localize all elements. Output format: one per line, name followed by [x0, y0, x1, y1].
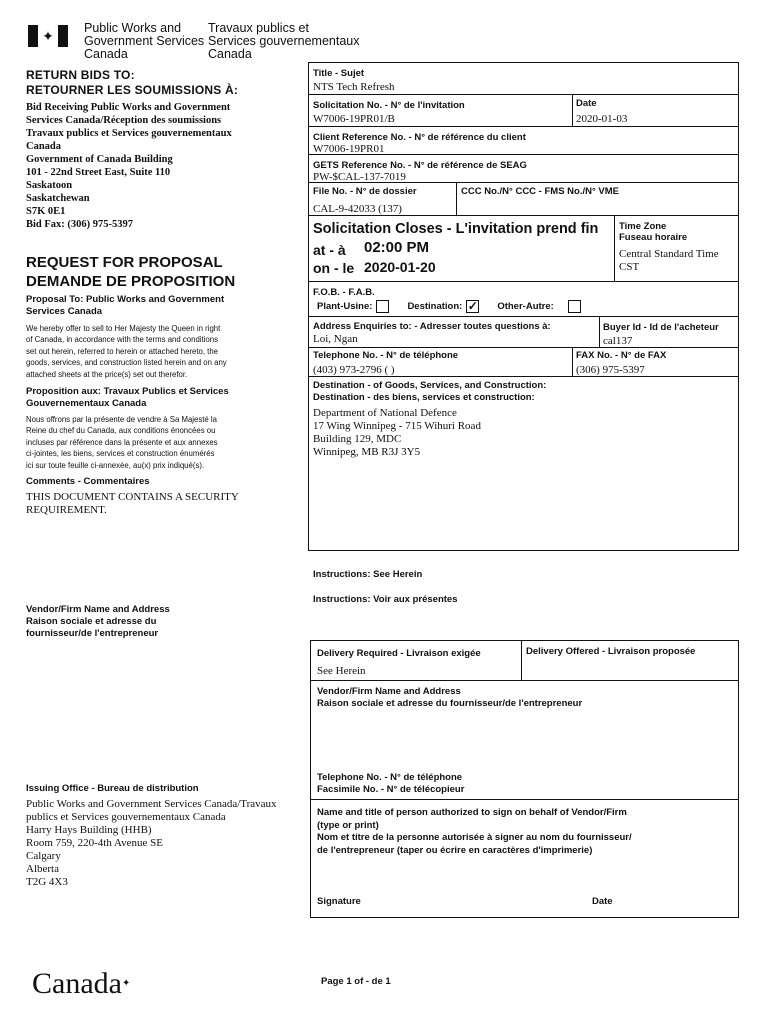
comments-text: THIS DOCUMENT CONTAINS A SECURITY REQUIREMENT. [26, 491, 239, 516]
gets-reference-label: GETS Reference No. - N° de référence de SEAG [313, 160, 527, 171]
rfp-title: REQUEST FOR PROPOSAL DEMANDE DE PROPOSITION [26, 254, 236, 290]
authorized-signatory-label: Name and title of person authorized to sign on behalf of Vendor/Firm (type or print) Nom et titre de la personne autorisée à signer au nom du fournisseur/ de l'entrepreneur (taper ou écrire en caractères d'imprimerie) [317, 807, 632, 856]
address-enquiries-value: Loi, Ngan [313, 333, 358, 345]
destination-goods-label: Destination - of Goods, Services, and Construction: Destination - des biens, services et construction: [313, 380, 547, 403]
delivery-required-value: See Herein [317, 665, 366, 677]
vendor-firm-left-label: Vendor/Firm Name and Address Raison sociale et adresse du fournisseur/de l'entrepreneur [26, 604, 170, 639]
delivery-required-label: Delivery Required - Livraison exigée [317, 648, 481, 659]
closing-on-label: on - le [313, 260, 355, 276]
return-bids-section [26, 68, 276, 231]
return-bids-address: Bid Receiving Public Works and Government Services Canada/Réception des soumissions Travaux publics et Services gouvernementaux Canada Government of Canada Building 101 - 22nd Street East, Suite 110 Saskatoon Saskatchewan S7K 0E1 Bid Fax: (306) 975-5397 [26, 102, 232, 230]
title-value: NTS Tech Refresh [313, 81, 395, 93]
file-no-label: File No. - N° de dossier [313, 186, 417, 197]
date-label: Date [576, 98, 597, 109]
issuing-office-section [26, 783, 306, 889]
other-autre-checkbox[interactable] [568, 300, 581, 313]
proposal-to-section [26, 294, 286, 380]
buyer-id-label: Buyer Id - Id de l'acheteur [603, 322, 719, 333]
solicitation-no-value: W7006-19PR01/B [313, 113, 395, 125]
issuing-office-label: Issuing Office - Bureau de distribution [26, 783, 199, 794]
gets-reference-value: PW-$CAL-137-7019 [313, 171, 406, 183]
page-number: Page 1 of - de 1 [321, 976, 391, 987]
proposition-section [26, 386, 286, 471]
wordmark-flag-icon: ✦ [121, 978, 131, 989]
fax-label: FAX No. - N° de FAX [576, 350, 667, 361]
proposal-to-heading: Proposal To: Public Works and Government Services Canada [26, 294, 225, 317]
time-zone-label: Time Zone Fuseau horaire [619, 221, 688, 243]
closing-at-label: at - à [313, 242, 346, 258]
fax-value: (306) 975-5397 [576, 364, 645, 376]
destination-label: Destination: [407, 301, 463, 312]
client-reference-value: W7006-19PR01 [313, 143, 385, 155]
closing-time-value: 02:00 PM [364, 239, 430, 256]
comments-label: Comments - Commentaires [26, 476, 150, 487]
solicitation-no-label: Solicitation No. - N° de l'invitation [313, 100, 465, 111]
fob-label: F.O.B. - F.A.B. [313, 287, 375, 298]
solicitation-form-box [308, 62, 739, 551]
department-name-en: Public Works and Government Services Canada [84, 21, 205, 61]
time-zone-value: Central Standard Time CST [619, 248, 719, 273]
return-bids-title-fr: RETOURNER LES SOUMISSIONS À: [26, 83, 239, 97]
proposition-heading: Proposition aux: Travaux Publics et Services Gouvernementaux Canada [26, 386, 229, 409]
proposition-text: Nous offrons par la présente de vendre à Sa Majesté la Reine du chef du Canada, aux conditions énoncées ou incluses par référence dans la présente et aux annexes ci-jointes, les biens, services et construction énumérés ici sur toute feuille ci-annexée, au(x) prix indiqué(s). [26, 415, 218, 470]
plant-usine-label: Plant-Usine: [317, 301, 373, 312]
solicitation-closes-label: Solicitation Closes - L'invitation prend fin [313, 221, 599, 237]
instructions-fr: Instructions: Voir aux présentes [313, 594, 458, 605]
maple-leaf-icon: ✦ [42, 28, 54, 44]
instructions-en: Instructions: See Herein [313, 569, 423, 580]
address-enquiries-label: Address Enquiries to: - Adresser toutes questions à: [313, 321, 551, 332]
ccc-no-label: CCC No./N° CCC - FMS No./N° VME [461, 186, 620, 197]
proposal-to-text: We hereby offer to sell to Her Majesty the Queen in right of Canada, in accordance with the terms and conditions set out herein, referred to herein or attached hereto, the goods, services, and construction listed herein and on any attached sheets at the price(s) set out therefor. [26, 324, 227, 379]
issuing-office-address: Public Works and Government Services Canada/Travaux publics et Services gouvernementaux Canada Harry Hays Building (HHB) Room 759, 220-4th Avenue SE Calgary Alberta T2G 4X3 [26, 798, 277, 888]
vendor-firm-label: Vendor/Firm Name and Address Raison sociale et adresse du fournisseur/de l'entrepreneur [317, 686, 583, 709]
telephone-value: (403) 973-2796 ( ) [313, 364, 395, 376]
title-label: Title - Sujet [313, 68, 365, 79]
return-bids-title-en: RETURN BIDS TO: [26, 68, 135, 82]
vendor-tel-fax-label: Telephone No. - N° de téléphone Facsimile No. - N° de télécopieur [317, 772, 465, 795]
department-name-fr: Travaux publics et Services gouvernementaux Canada [208, 21, 360, 61]
client-reference-label: Client Reference No. - N° de référence du client [313, 132, 526, 143]
closing-date-value: 2020-01-20 [364, 259, 436, 275]
vendor-form-box [310, 640, 739, 918]
destination-goods-value: Department of National Defence 17 Wing Winnipeg - 715 Wihuri Road Building 129, MDC Winnipeg, MB R3J 3Y5 [313, 407, 481, 458]
canada-wordmark: Canada✦ [32, 967, 131, 1000]
file-no-value: CAL-9-42033 (137) [313, 203, 402, 215]
telephone-label: Telephone No. - N° de téléphone [313, 350, 459, 361]
fob-options [317, 300, 581, 313]
comments-section [26, 476, 296, 517]
signature-date-label: Date [592, 896, 613, 907]
delivery-offered-label: Delivery Offered - Livraison proposée [526, 646, 696, 657]
other-autre-label: Other-Autre: [497, 301, 554, 312]
date-value: 2020-01-03 [576, 113, 628, 125]
plant-usine-checkbox[interactable] [376, 300, 389, 313]
signature-label: Signature [317, 896, 361, 907]
canada-flag-icon [28, 25, 68, 47]
buyer-id-value: cal137 [603, 335, 633, 347]
destination-checkbox[interactable]: ✓ [467, 299, 478, 313]
